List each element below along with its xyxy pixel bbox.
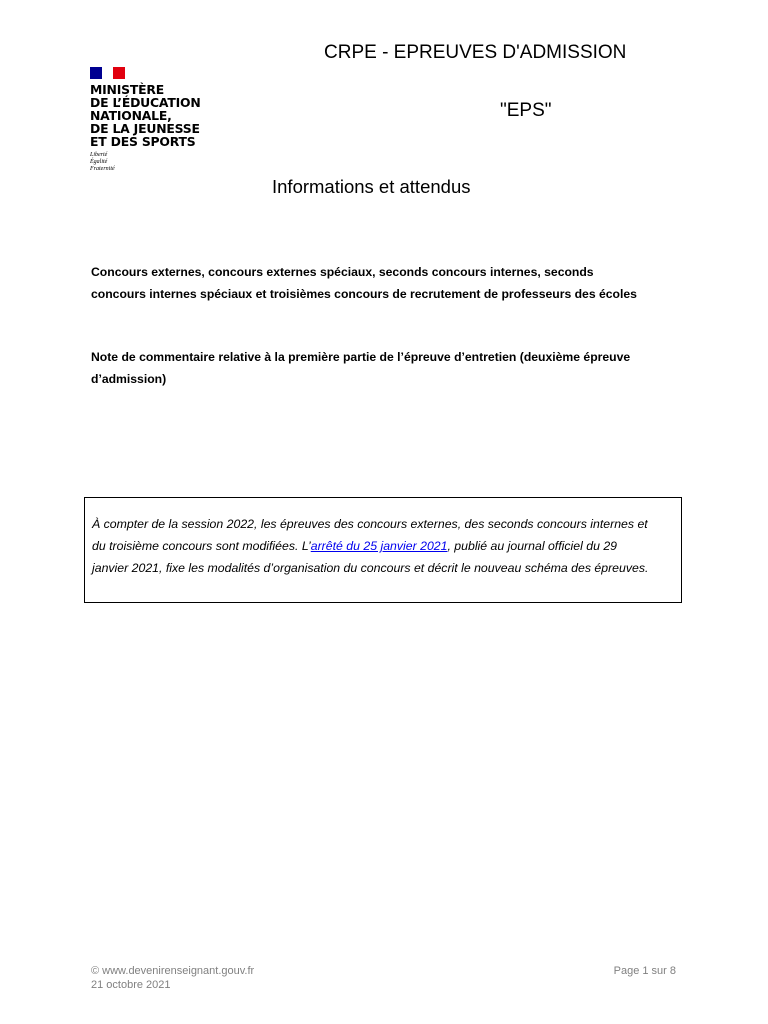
ministry-name — [90, 83, 230, 148]
document-title: CRPE - EPREUVES D'ADMISSION — [324, 42, 627, 63]
arrete-link[interactable]: arrêté du 25 janvier 2021 — [310, 539, 448, 553]
paragraph-line: concours internes spéciaux et troisièmes concours de recrutement de professeurs des écoles — [91, 286, 637, 301]
footer-copyright: © www.devenirenseignant.gouv.fr — [91, 965, 255, 977]
republic-motto — [90, 152, 230, 173]
ministry-line: DE L’ÉDUCATION — [90, 95, 201, 110]
document-subject: "EPS" — [500, 100, 552, 121]
notice-line — [92, 535, 675, 557]
paragraph-line: d’admission) — [91, 371, 167, 386]
ministry-logo — [90, 67, 230, 173]
paragraph-line: Note de commentaire relative à la première partie de l’épreuve d’entretien (deuxième épreuve — [91, 350, 631, 364]
notice-box — [84, 497, 682, 603]
motto-line: Liberté — [90, 152, 108, 158]
notice-line: À compter de la session 2022, les épreuves des concours externes, des seconds concours internes et — [92, 517, 648, 531]
notice-text: du troisième concours sont modifiées. L’ — [92, 539, 311, 553]
note-paragraph — [91, 347, 691, 390]
ministry-line: NATIONALE, — [90, 108, 172, 123]
footer-date: 21 octobre 2021 — [91, 979, 171, 991]
footer-left — [91, 964, 254, 992]
paragraph-line: Concours externes, concours externes spéciaux, seconds concours internes, seconds — [91, 265, 594, 279]
page-number: Page 1 sur 8 — [613, 965, 676, 977]
ministry-line: ET DES SPORTS — [90, 134, 196, 149]
document-subtitle: Informations et attendus — [272, 176, 471, 197]
notice-text: , publié au journal officiel du 29 — [447, 539, 618, 553]
motto-line: Fraternité — [90, 166, 115, 172]
motto-line: Égalité — [90, 159, 108, 165]
french-flag-icon — [90, 67, 125, 79]
ministry-line: DE LA JEUNESSE — [90, 121, 200, 136]
notice-line: janvier 2021, fixe les modalités d’organisation du concours et décrit le nouveau schéma des épreuves. — [92, 561, 649, 575]
ministry-line: MINISTÈRE — [90, 82, 164, 97]
concours-paragraph — [91, 262, 691, 305]
